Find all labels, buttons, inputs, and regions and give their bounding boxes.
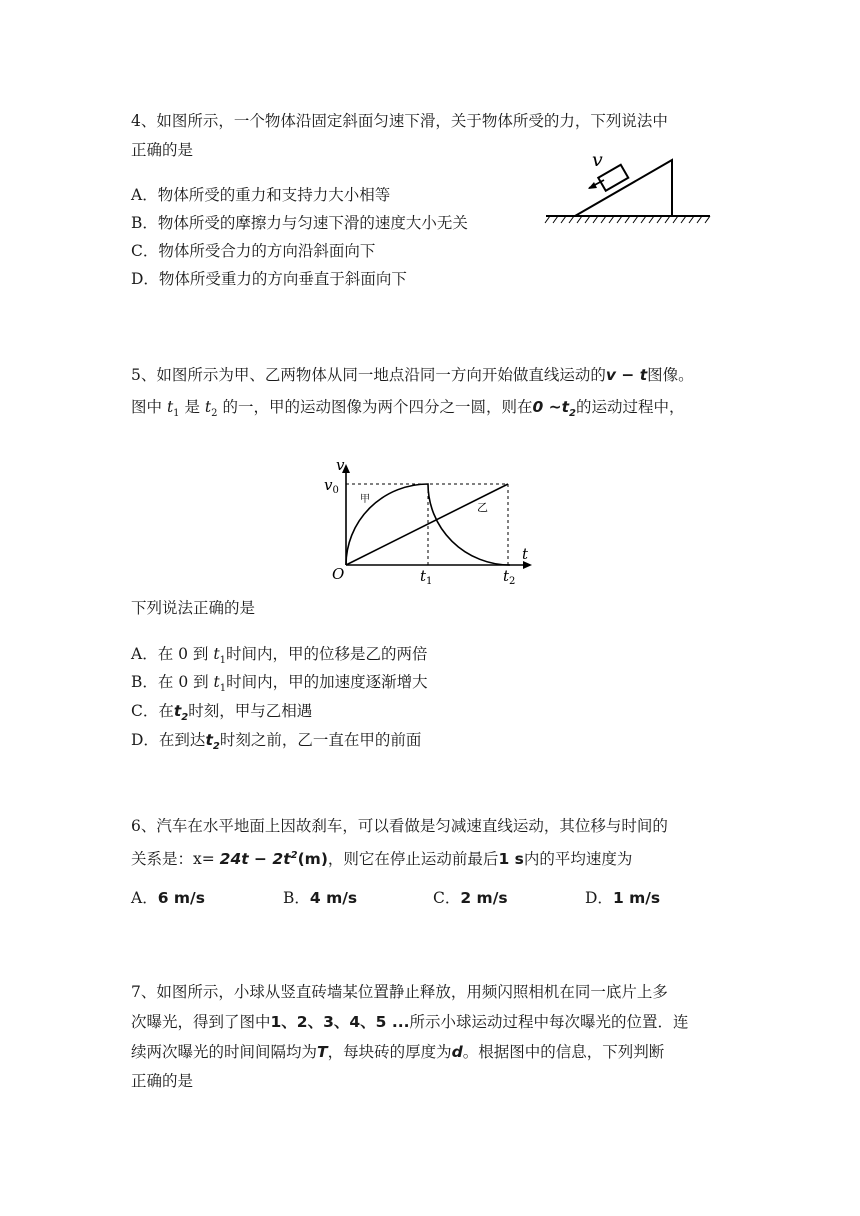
q5-stem-text-a: 5、如图所示为甲、乙两物体从同一地点沿同一方向开始做直线运动的	[131, 366, 606, 384]
q5-option-b-text1: B．在 0 到	[131, 673, 214, 691]
q6-option-c	[433, 887, 508, 909]
q4-option-a: A．物体所受的重力和支持力大小相等	[131, 186, 391, 204]
q7-stem-text-2b: 所示小球运动过程中每次曝光的位置．连	[409, 1013, 689, 1031]
q6-formula-sup: 2	[290, 850, 298, 861]
velocity-label: v	[592, 149, 603, 171]
line-yi	[346, 484, 508, 565]
q7-thickness-symbol: d	[451, 1043, 463, 1061]
q5-option-d	[131, 729, 421, 758]
q5-t2-sub: 2	[211, 408, 218, 420]
q6-option-b-value: 4 m/s	[309, 889, 358, 907]
q5-prompt: 下列说法正确的是	[131, 599, 256, 617]
q5-option-b-t1-sub: 1	[219, 683, 227, 695]
t1-tick-label: $t_1$	[420, 567, 433, 587]
q6-stem-text-c: 内的平均速度为	[523, 850, 633, 869]
q5-option-a-text1: A．在 0 到	[131, 645, 214, 663]
q5-t1: t	[166, 398, 174, 416]
q5-vt-formula: v − t	[605, 366, 648, 384]
q7-stem-text-2a: 次曝光，得到了图中	[131, 1013, 271, 1031]
q5-option-b-text2: 时间内，甲的加速度逐渐增大	[226, 673, 428, 691]
q5-stem-text-c: 图像。	[647, 366, 694, 384]
q6-option-c-letter: C．	[433, 889, 461, 907]
q6-stem-text-a: 关系是：x=	[131, 850, 220, 869]
q5-option-a	[131, 643, 427, 672]
q7-stem-text-3a: 续两次曝光的时间间隔均为	[131, 1043, 318, 1061]
q5-option-c-text2: 时刻，甲与乙相遇	[188, 702, 313, 720]
jia-label: 甲	[360, 494, 370, 505]
q4-stem-line1: 4、如图所示，一个物体沿固定斜面匀速下滑，关于物体所受的力，下列说法中	[131, 112, 668, 130]
q5-option-a-text2: 时间内，甲的位移是乙的两倍	[225, 645, 428, 663]
q5-stem-text-2e: 的运动过程中，	[576, 398, 685, 416]
q5-option-d-t2: t	[205, 731, 213, 749]
q5-stem-line1	[131, 364, 694, 386]
q7-stem-line3	[131, 1041, 664, 1063]
axis-v-label: v	[336, 456, 345, 474]
q6-option-c-value: 2 m/s	[460, 889, 508, 907]
q7-stem-text-3b: ，每块砖的厚度为	[327, 1043, 452, 1061]
yi-label: 乙	[477, 501, 488, 514]
q5-t1-sub: 1	[173, 408, 180, 420]
q5-option-d-t2-sub: 2	[212, 741, 220, 753]
q6-option-b	[283, 887, 357, 909]
q6-time: 1 s	[498, 850, 524, 869]
origin-label: O	[332, 565, 345, 583]
q6-option-b-letter: B．	[283, 889, 310, 907]
q6-option-a	[131, 887, 205, 909]
q5-stem-text-2b: 是	[179, 398, 205, 416]
incline-diagram	[545, 160, 710, 223]
q5-option-c-t2: t	[173, 702, 182, 720]
q5-option-a-t1: t	[213, 645, 220, 663]
q6-option-a-value: 6 m/s	[157, 889, 205, 907]
incline-figure	[540, 148, 715, 228]
q5-t2: t	[204, 398, 212, 416]
q5-option-b-t1: t	[213, 673, 220, 691]
q7-period-symbol: T	[317, 1043, 328, 1061]
q7-stem-text-3c: 。根据图中的信息，下列判断	[462, 1043, 665, 1061]
q5-option-c-t2-sub: 2	[181, 712, 189, 724]
q4-option-b: B．物体所受的摩擦力与匀速下滑的速度大小无关	[131, 214, 468, 232]
q5-interval-sub: 2	[569, 408, 576, 420]
q7-positions: 1、2、3、4、5 ...	[270, 1013, 410, 1031]
q4-option-d: D．物体所受重力的方向垂直于斜面向下	[131, 270, 407, 288]
q5-option-b	[131, 671, 428, 700]
q4-option-c: C．物体所受合力的方向沿斜面向下	[131, 242, 376, 260]
vt-graph	[320, 455, 540, 590]
q6-option-d	[585, 887, 660, 909]
q6-stem-line2	[131, 845, 632, 870]
t2-tick-label: $t_2$	[503, 567, 516, 587]
q5-option-c-text1: C．在	[131, 702, 174, 720]
q5-stem-line2	[131, 396, 685, 425]
q6-formula: 24t − 2t	[219, 850, 291, 869]
q6-formula-unit: (m)	[297, 850, 328, 869]
q6-option-a-letter: A．	[131, 889, 158, 907]
q5-option-d-text1: D．在到达	[131, 731, 206, 749]
q6-option-d-letter: D．	[585, 889, 613, 907]
q6-stem-line1: 6、汽车在水平地面上因故刹车，可以看做是匀减速直线运动，其位移与时间的	[131, 817, 668, 835]
q5-option-c	[131, 700, 312, 729]
q5-option-a-t1-sub: 1	[219, 655, 226, 667]
q5-stem-text-2a: 图中	[131, 398, 167, 416]
q7-stem-line4: 正确的是	[131, 1072, 194, 1090]
q4-stem-line2: 正确的是	[131, 141, 194, 159]
q7-stem-line1: 7、如图所示，小球从竖直砖墙某位置静止释放，用频闪照相机在同一底片上多	[131, 983, 668, 1001]
q7-stem-line2	[131, 1011, 689, 1033]
q6-stem-text-b: ，则它在停止运动前最后	[327, 850, 499, 869]
q6-option-d-value: 1 m/s	[612, 889, 661, 907]
axis-t-label: t	[522, 545, 529, 563]
q5-option-d-text2: 时刻之前，乙一直在甲的前面	[219, 731, 422, 749]
q5-stem-text-2c: 的一，甲的运动图像为两个四分之一圆，则在	[217, 398, 533, 416]
q5-interval: 0 ~t	[532, 398, 570, 416]
v0-label: $v_0$	[324, 476, 339, 496]
